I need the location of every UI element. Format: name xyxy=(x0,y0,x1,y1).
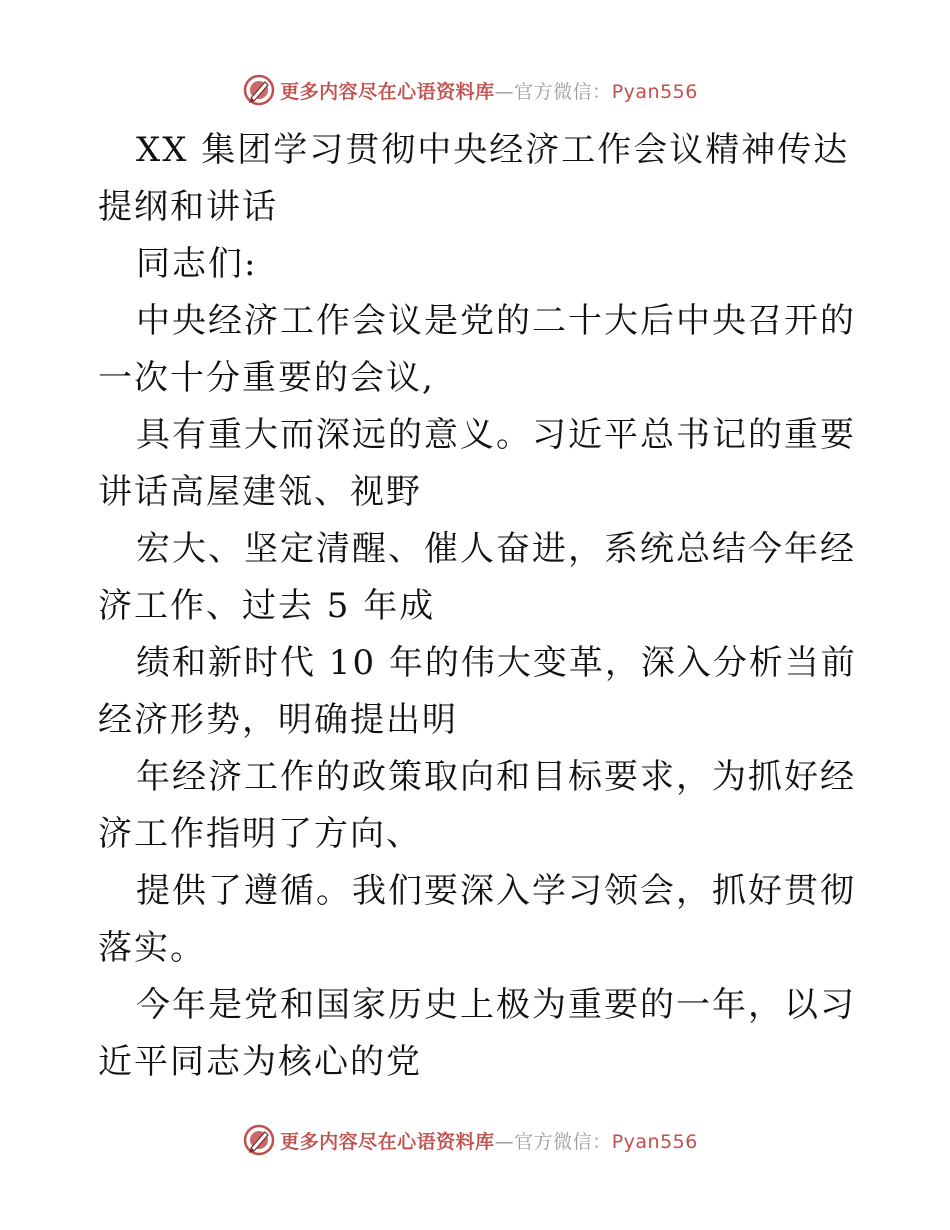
paragraph-line: 宏大、坚定清醒、催人奋进，系统总结今年经济工作、过去 5 年成 xyxy=(98,529,856,626)
watermark-wechat-id: Pyan556 xyxy=(611,80,698,103)
paragraph-line: 绩和新时代 10 年的伟大变革，深入分析当前经济形势，明确提出明 xyxy=(98,643,857,740)
pen-logo-icon xyxy=(242,1123,276,1157)
paragraph-line: 具有重大而深远的意义。习近平总书记的重要讲话高屋建瓴、视野 xyxy=(98,415,856,512)
watermark-wechat-label: —官方微信： xyxy=(494,1130,612,1153)
header-watermark xyxy=(0,70,950,110)
pen-logo-icon xyxy=(242,73,276,107)
watermark-wechat-id: Pyan556 xyxy=(611,1130,698,1153)
paragraph-line: 今年是党和国家历史上极为重要的一年，以习近平同志为核心的党 xyxy=(98,985,856,1082)
watermark-wechat-label: —官方微信： xyxy=(494,80,612,103)
footer-watermark xyxy=(0,1120,950,1160)
document-title: XX 集团学习贯彻中央经济工作会议精神传达提纲和讲话 xyxy=(98,130,850,227)
paragraph-line: 提供了遵循。我们要深入学习领会，抓好贯彻落实。 xyxy=(98,871,856,968)
watermark-text xyxy=(280,77,698,104)
paragraph-line: 中央经济工作会议是党的二十大后中央召开的一次十分重要的会议, xyxy=(98,301,856,398)
watermark-slogan: 更多内容尽在心语资料库 xyxy=(280,1130,495,1153)
paragraph-line: 年经济工作的政策取向和目标要求，为抓好经济工作指明了方向、 xyxy=(98,757,856,854)
watermark-slogan: 更多内容尽在心语资料库 xyxy=(280,80,495,103)
watermark-text xyxy=(280,1127,698,1154)
document-body xyxy=(98,122,858,1091)
salutation: 同志们: xyxy=(136,244,258,284)
